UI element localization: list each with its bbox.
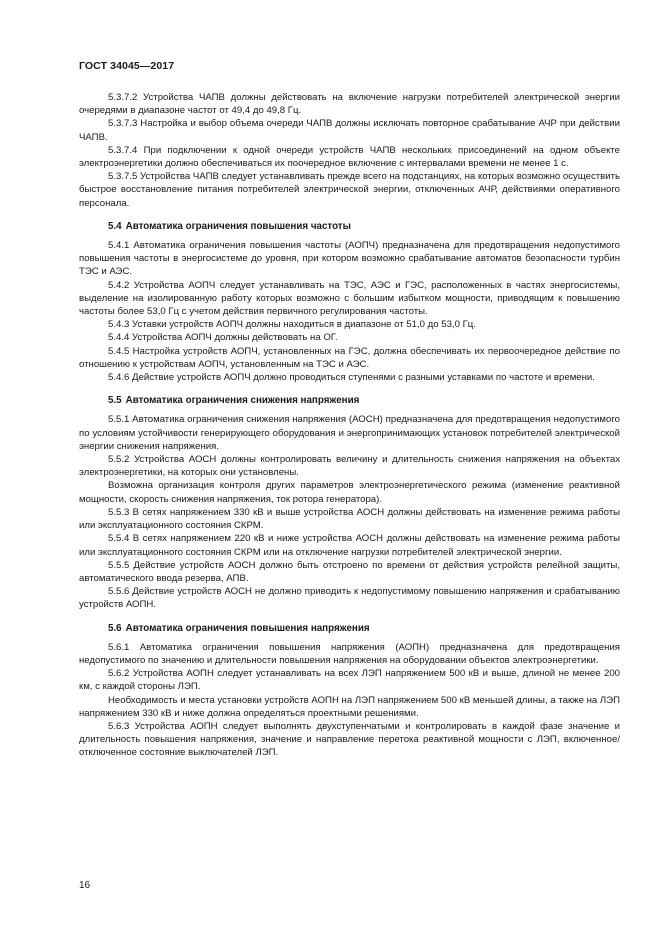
paragraph: 5.4.5 Настройка устройств АОПЧ, установленных на ГЭС, должна обеспечивать их первоочередное действие по отношению к устройствам АОПЧ, установленным на ТЭС и АЭС.	[79, 345, 620, 370]
section-number: 5.6	[108, 622, 122, 634]
paragraph: 5.4.1 Автоматика ограничения повышения частоты (АОПЧ) предназначена для предотвращения недопустимого повышения частоты в энергосистеме до уровня, при котором возможно срабатывание автоматов безопасности турбин ТЭС и АЭС.	[79, 240, 620, 278]
paragraph: 5.3.7.4 При подключении к одной очереди устройств ЧАПВ нескольких присоединений на одном объекте электроэнергетики должно обеспечиваться их поочередное включение с интервалами времени не менее 1 с.	[79, 144, 620, 170]
paragraph: 5.4.2 Устройства АОПЧ следует устанавливать на ТЭС, АЭС и ГЭС, расположенных в частях энергосистемы, выделение на изолированную работу которых возможно с большим избытком мощности, приводящим к повышению частоты более 53,0 Гц с учетом действия первичного регулирования частоты.	[79, 279, 620, 318]
document-header: ГОСТ 34045—2017	[79, 60, 175, 72]
paragraph: 5.3.7.3 Настройка и выбор объема очереди ЧАПВ должны исключать повторное срабатывание АЧР при действии ЧАПВ.	[79, 118, 620, 143]
paragraph: 5.5.1 Автоматика ограничения снижения напряжения (АОСН) предназначена для предотвращения недопустимого по условиям устойчивости генерирующего оборудования и энергопринимающих установок потребителей электрической энергии снижения напряжения.	[79, 414, 620, 452]
paragraph: 5.6.3 Устройства АОПН следует выполнять двухступенчатыми и контролировать в каждой фазе значение и длительность повышения напряжения, значение и направление перетока реактивной мощности с ЛЭП, включенное/отключенное состояние выключателей ЛЭП.	[79, 720, 620, 759]
document-body	[79, 91, 620, 760]
section-number: 5.4	[108, 220, 122, 232]
paragraph: 5.4.4 Устройства АОПЧ должны действовать на ОГ.	[108, 332, 338, 344]
paragraph: 5.4.3 Уставки устройств АОПЧ должны находиться в диапазоне от 51,0 до 53,0 Гц.	[108, 319, 476, 331]
paragraph: 5.5.2 Устройства АОСН должны контролировать величину и длительность снижения напряжения на объектах электроэнергетики, на которых они установлены.	[79, 454, 620, 479]
paragraph: 5.5.4 В сетях напряжением 220 кВ и ниже устройства АОСН должны действовать на изменение режима работы или эксплуатационного состояния СКРМ или на отключение нагрузки потребителей электрической энергии.	[79, 533, 620, 558]
paragraph: 5.5.5 Действие устройств АОСН должно быть отстроено по времени от действия устройств релейной защиты, автоматического ввода резерва, АПВ.	[79, 559, 620, 584]
section-heading	[79, 622, 620, 635]
paragraph: 5.5.3 В сетях напряжением 330 кВ и выше устройства АОСН должны действовать на изменение режима работы или эксплуатационного состояния СКРМ.	[79, 506, 620, 532]
section-title: Автоматика ограничения повышения напряжения	[125, 622, 370, 634]
paragraph: Необходимость и места установки устройств АОПН на ЛЭП напряжением 500 кВ меньшей длины, а также на ЛЭП напряжением 330 кВ и ниже должна определяться проектными решениями.	[79, 694, 620, 719]
section-title: Автоматика ограничения снижения напряжения	[125, 395, 360, 407]
paragraph: 5.6.2 Устройства АОПН следует устанавливать на всех ЛЭП напряжением 500 кВ и выше, длиной не менее 200 км, с каждой стороны ЛЭП.	[79, 668, 620, 693]
paragraph: 5.6.1 Автоматика ограничения повышения напряжения (АОПН) предназначена для предотвращения недопустимого по значению и длительности повышения напряжения на оборудовании объектов электроэнергетики.	[79, 641, 620, 666]
paragraph: 5.4.6 Действие устройств АОПЧ должно проводиться ступенями с разными уставками по частоте и времени.	[108, 372, 595, 384]
section-heading	[79, 394, 620, 407]
paragraph: 5.3.7.2 Устройства ЧАПВ должны действовать на включение нагрузки потребителей электрической энергии очередями в диапазоне частот от 49,4 до 49,8 Гц.	[79, 92, 620, 117]
paragraph: 5.5.6 Действие устройств АОСН не должно приводить к недопустимому повышению напряжения и срабатыванию устройств АОПН.	[79, 586, 620, 611]
section-number: 5.5	[108, 395, 122, 407]
paragraph: Возможна организация контроля других параметров электроэнергетического режима (изменение реактивной мощности, скорость снижения напряжения, ток ротора генератора).	[79, 480, 620, 505]
section-heading	[79, 220, 620, 233]
page-number: 16	[79, 880, 91, 891]
section-title: Автоматика ограничения повышения частоты	[125, 220, 351, 232]
paragraph: 5.3.7.5 Устройства ЧАПВ следует устанавливать прежде всего на подстанциях, на которых возможно осуществить быстрое восстановление питания потребителей электрической энергии, отключенных АЧР, действиями оперативного персонала.	[79, 171, 620, 209]
